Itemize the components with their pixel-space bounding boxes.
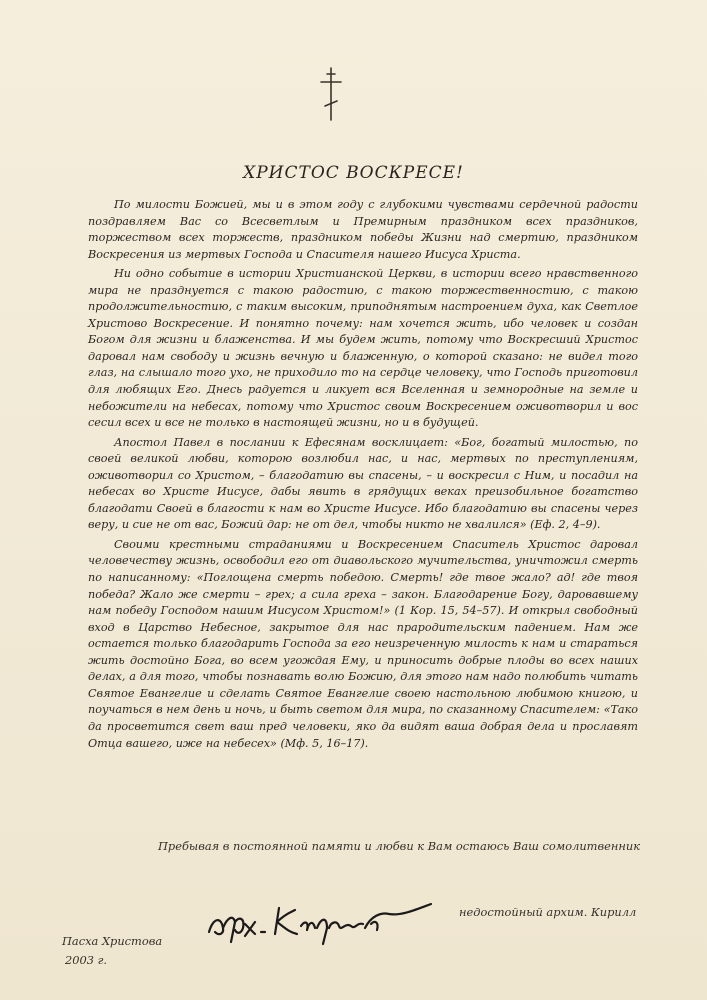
- paragraph-resurrection: Ни одно событие в истории Христианской Церкви, в истории всего нравственного мира не празднуется с такою радостию, с такою торжественностию, с такою продолжительностию, с таким высоким, приподнятым настроением духа, как Светлое Христово Воскресение. И понятно почему: нам хочется жить, ибо человек и создан Богом для жизни и блаженства. И мы будем жить, потому что Воскресший Христос даровал нам свободу и жизнь вечную и блаженную, о которой сказано: не видел того глаз, на слышало того ухо, не приходило то на сердце человеку, что Господь приготовил для любящих Его. Днесь радуется и ликует вся Вселенная и земнородные на земле и небожители на небесах, потому что Христос своим Воскресением оживотворил и вос сесил всех и все не только в настоящей жизни, но и в будущей.: [88, 267, 638, 430]
- date-occasion: Пасха Христова: [62, 934, 163, 948]
- signer-name: недостойный архим. Кирилл: [459, 905, 637, 919]
- letter-body: [88, 197, 638, 755]
- paragraph-apostle-paul: Апостол Павел в послании к Ефесянам восклицает: «Бог, богатый милостью, по своей великой любви, которою возлюбил нас, и нас, мертвых по преступлениям, оживотворил со Христом, – благодатию вы спасены, – и воскресил с Ним, и посадил на небесах во Христе Иисусе, дабы явить в грядущих веках преизобильное богатство благодати Своей в благости к нам во Христе Иисусе. Ибо благодатию вы спасены через веру, и сие не от вас, Божий дар: не от дел, чтобы никто не хвалился» (Еф. 2, 4–9).: [88, 435, 638, 532]
- closing-line: Пребывая в постоянной памяти и любви к Вам остаюсь Ваш сомолитвенник: [158, 839, 640, 853]
- letter-date: [62, 932, 162, 970]
- orthodox-cross-icon: [318, 66, 344, 122]
- date-year: 2003 г.: [65, 953, 107, 967]
- paragraph-greeting: По милости Божией, мы и в этом году с глубокими чувствами сердечной радости поздравляем Вас со Всесветлым и Премирным праздником всех праздников, торжеством всех торжеств, праздником победы Жизни над смертию, праздником Воскресения из мертвых Господа и Спасителя нашего Иисуса Христа.: [88, 198, 638, 261]
- handwritten-signature: [205, 888, 445, 948]
- letter-title: ХРИСТОС ВОСКРЕСЕ!: [243, 163, 464, 183]
- paragraph-salvation: Своими крестными страданиями и Воскресением Спаситель Христос даровал человечеству жизнь, освободил его от диавольского мучительства, уничтожил смерть по написанному: «Поглощена смерть победою. Смерть! где твое жало? ад! где твоя победа? Жало же смерти – грех; а сила греха – закон. Благодарение Богу, даровавшему нам победу Господом нашим Иисусом Христом!» (1 Кор. 15, 54–57). И открыл свободный вход в Царство Небесное, закрытое для нас прародительским падением. Нам же остается только благодарить Господа за его неизреченную милость к нам и стараться жить достойно Бога, во всем угождая Ему, и приносить добрые плоды во всех наших делах, а для того, чтобы познавать волю Божию, для этого нам надо полюбить читать Святое Евангелие и сделать Святое Евангелие своею настольною любимою книгою, и поучаться в нем день и ночь, и быть светом для мира, по сказанному Спасителем: «Тако да просветится свет ваш пред человеки, яко да видят ваша добрая дела и прославят Отца вашего, иже на небесех» (Мф. 5, 16–17).: [88, 537, 638, 750]
